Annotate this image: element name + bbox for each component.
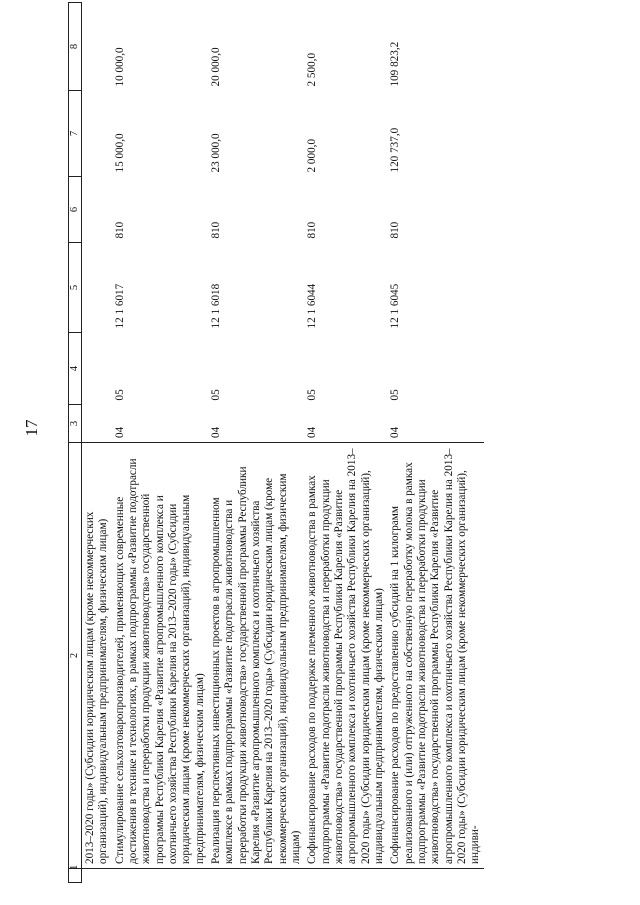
row-number bbox=[112, 869, 208, 883]
expense-type-code: 810 bbox=[389, 221, 402, 239]
subsection-code: 05 bbox=[306, 389, 319, 401]
section-code bbox=[82, 405, 112, 443]
column-header: 3 bbox=[69, 405, 82, 443]
target-article-code: 12 1 6045 bbox=[389, 283, 402, 329]
column-header: 1 bbox=[69, 869, 82, 883]
table-row bbox=[387, 3, 483, 883]
section-code: 04 bbox=[113, 426, 126, 438]
amount-year-1: 15 000,0 bbox=[113, 133, 126, 173]
subsection-code: 05 bbox=[113, 389, 126, 401]
amount-year-1: 120 737,0 bbox=[389, 127, 402, 173]
target-article-code: 12 1 6018 bbox=[209, 283, 222, 329]
expense-type-code: 810 bbox=[209, 221, 222, 239]
budget-table bbox=[68, 2, 484, 883]
column-header: 7 bbox=[69, 91, 82, 177]
table-header-row bbox=[69, 3, 82, 883]
row-description: Софинансирование расходов по предоставлению субсидий на 1 килограмм реализованного и (или) отгруженного на собственную переработку молока в рамках подпрограммы «Развитие подотрасли животноводства и переработки продукции животноводства» государственной программы Республики Карелия «Развитие агропромышленного комплекса и охотничьего хозяйства Республики Карелия на 2013–2020 годы» (Субсидии юридическим лицам (кроме некоммерческих организаций), индиви- bbox=[387, 443, 483, 869]
row-number bbox=[82, 869, 112, 883]
section-code: 04 bbox=[306, 426, 319, 438]
amount-year-2 bbox=[82, 3, 112, 91]
section-code: 04 bbox=[209, 426, 222, 438]
target-article-code bbox=[82, 243, 112, 333]
row-number bbox=[304, 869, 387, 883]
column-header: 8 bbox=[69, 3, 82, 91]
amount-year-2: 2 500,0 bbox=[306, 52, 319, 87]
page-number: 17 bbox=[22, 419, 41, 437]
expense-type-code: 810 bbox=[306, 221, 319, 239]
target-article-code: 12 1 6044 bbox=[306, 283, 319, 329]
subsection-code: 05 bbox=[389, 389, 402, 401]
row-description: Стимулирование сельхозтоваропроизводителей, применяющих современные достижения в технике и технологиях, в рамках подпрограммы «Развитие подотрасли животноводства и переработки продукции животноводства» государственной программы Республики Карелия «Развитие агропромышленного комплекса и охотничьего хозяйства Республики Карелия на 2013–2020 годы» (Субсидии юридическим лицам (кроме некоммерческих организаций), индивидуальным предпринимателям, физическим лицам) bbox=[112, 443, 208, 869]
expense-type-code: 810 bbox=[113, 221, 126, 239]
column-header: 4 bbox=[69, 333, 82, 405]
expense-type-code bbox=[82, 177, 112, 243]
subsection-code: 05 bbox=[209, 389, 222, 401]
table-row bbox=[112, 3, 208, 883]
column-header: 5 bbox=[69, 243, 82, 333]
section-code: 04 bbox=[389, 426, 402, 438]
amount-year-1: 23 000,0 bbox=[209, 133, 222, 173]
column-header: 2 bbox=[69, 443, 82, 869]
rotated-page-content bbox=[68, 3, 628, 883]
amount-year-1 bbox=[82, 91, 112, 177]
table-row bbox=[304, 3, 387, 883]
row-description: Софинансирование расходов по поддержке племенного животноводства в рамках подпрограммы «Развитие подотрасли животноводства и переработки продукции животноводства» государственной программы Республики Карелия «Развитие агропромышленного комплекса и охотничьего хозяйства Республики Карелия на 2013–2020 годы» (Субсидии юридическим лицам (кроме некоммерческих организаций), индивидуальным предпринимателям, физическим лицам) bbox=[304, 443, 387, 869]
target-article-code: 12 1 6017 bbox=[113, 283, 126, 329]
amount-year-2: 109 823,2 bbox=[389, 41, 402, 87]
table-row bbox=[208, 3, 304, 883]
amount-year-2: 20 000,0 bbox=[209, 47, 222, 87]
subsection-code bbox=[82, 333, 112, 405]
row-number bbox=[208, 869, 304, 883]
row-description: 2013–2020 годы» (Субсидии юридическим лицам (кроме некоммерческих организаций), индивидуальным предпринимателям, физическим лицам) bbox=[82, 443, 112, 869]
row-number bbox=[387, 869, 483, 883]
amount-year-1: 2 000,0 bbox=[306, 138, 319, 173]
row-description: Реализация перспективных инвестиционных проектов в агропромышленном комплексе в рамках подпрограммы «Развитие подотрасли животноводства и переработки продукции животноводства» государственной программы Республики Карелия «Развитие агропромышленного комплекса и охотничьего хозяйства Республики Карелия на 2013–2020 годы» (Субсидии юридическим лицам (кроме некоммерческих организаций), индивидуальным предпринимателям, физическим лицам) bbox=[208, 443, 304, 869]
table-row bbox=[82, 3, 112, 883]
column-header: 6 bbox=[69, 177, 82, 243]
amount-year-2: 10 000,0 bbox=[113, 47, 126, 87]
